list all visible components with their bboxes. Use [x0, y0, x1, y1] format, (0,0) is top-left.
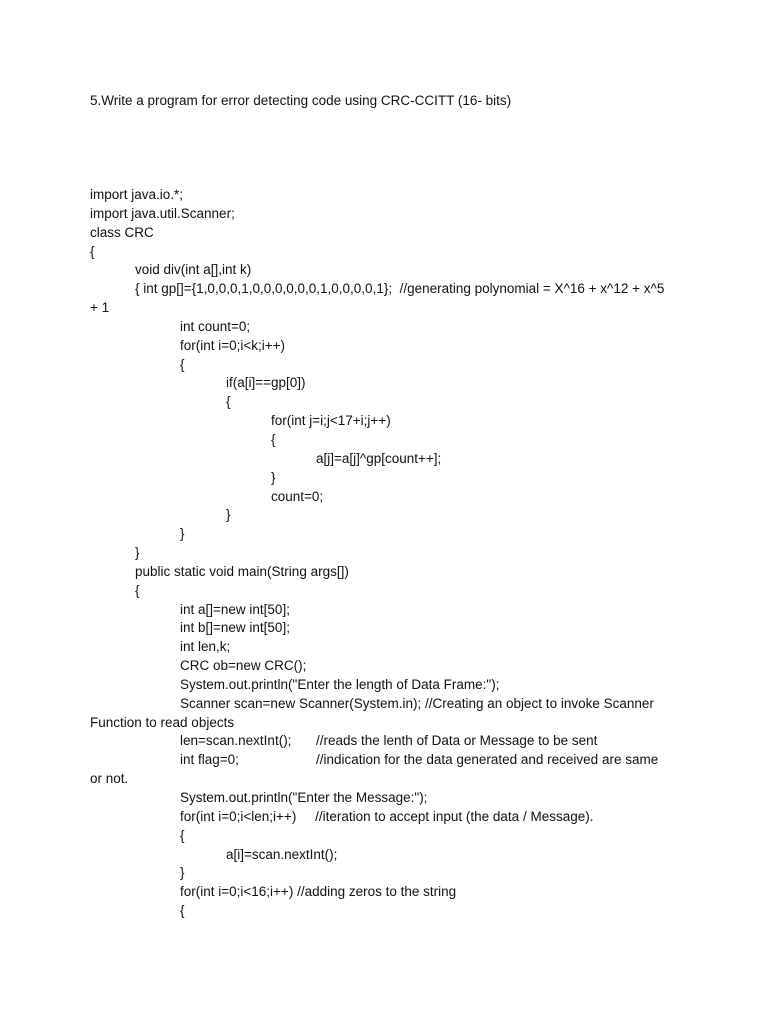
code-comment: //indication for the data generated and received are same: [316, 752, 659, 768]
code-line: CRC ob=new CRC();: [180, 658, 307, 674]
code-listing: [90, 186, 690, 921]
code-line: {: [180, 356, 185, 372]
code-line: for(int i=0;i<len;i++) //iteration to accept input (the data / Message).: [180, 808, 594, 824]
code-line: }: [180, 526, 185, 542]
code-statement: int flag=0;: [180, 752, 239, 768]
code-line: int b[]=new int[50];: [180, 620, 290, 636]
code-line: }: [226, 507, 231, 523]
code-line: System.out.println("Enter the length of Data Frame:");: [180, 676, 500, 692]
code-line: {: [271, 431, 276, 447]
code-line: int count=0;: [180, 318, 251, 334]
code-line: class CRC: [90, 224, 154, 240]
code-line: }: [135, 545, 140, 561]
code-line: for(int i=0;i<16;i++) //adding zeros to the string: [180, 884, 457, 900]
code-line: public static void main(String args[]): [135, 563, 349, 579]
code-line: Scanner scan=new Scanner(System.in); //Creating an object to invoke Scanner: [180, 695, 654, 711]
code-line: { int gp[]={1,0,0,0,1,0,0,0,0,0,0,1,0,0,0,0,1}; //generating polynomial = X^16 + x^12 + x^5: [135, 281, 665, 297]
code-comment: //reads the lenth of Data or Message to be sent: [316, 733, 598, 749]
code-statement: len=scan.nextInt();: [180, 733, 292, 749]
code-line: Function to read objects: [90, 714, 235, 730]
code-line: {: [180, 827, 185, 843]
code-line: import java.io.*;: [90, 187, 184, 202]
code-line: for(int j=i;j<17+i;j++): [271, 413, 391, 429]
code-line: {: [180, 903, 185, 919]
code-line: [90, 732, 690, 751]
code-line: }: [271, 469, 276, 485]
code-line: System.out.println("Enter the Message:");: [180, 790, 428, 805]
code-line: void div(int a[],int k): [135, 262, 252, 278]
code-line: }: [180, 865, 185, 881]
code-line: int a[]=new int[50];: [180, 601, 290, 617]
code-line: import java.util.Scanner;: [90, 205, 235, 221]
question-title: 5.Write a program for error detecting code using CRC-CCITT (16- bits): [90, 93, 512, 108]
code-line: a[i]=scan.nextInt();: [226, 846, 338, 862]
code-line: + 1: [90, 300, 110, 316]
code-line: count=0;: [271, 488, 324, 504]
code-line: for(int i=0;i<k;i++): [180, 337, 286, 353]
code-line: {: [226, 394, 231, 410]
code-line: int len,k;: [180, 639, 231, 655]
code-line: if(a[i]==gp[0]): [226, 375, 306, 391]
code-line: or not.: [90, 771, 129, 787]
code-line: a[j]=a[j]^gp[count++];: [316, 450, 442, 466]
code-line: {: [135, 582, 140, 598]
code-line: {: [90, 243, 95, 259]
code-line: [90, 751, 690, 770]
